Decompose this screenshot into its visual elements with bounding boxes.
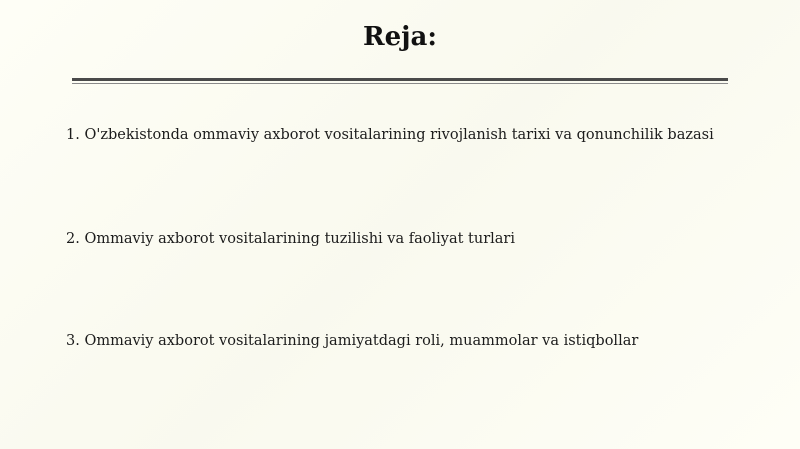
title-divider-thick — [72, 78, 728, 81]
title-divider-thin — [72, 83, 728, 84]
plan-item-3: 3. Ommaviy axborot vositalarining jamiyatdagi roli, muammolar va istiqbollar — [66, 333, 639, 349]
plan-item-1: 1. O'zbekistonda ommaviy axborot vositalarining rivojlanish tarixi va qonunchilik bazasi — [66, 127, 714, 143]
slide-title: Reja: — [362, 22, 437, 52]
plan-item-2: 2. Ommaviy axborot vositalarining tuzilishi va faoliyat turlari — [66, 231, 515, 247]
